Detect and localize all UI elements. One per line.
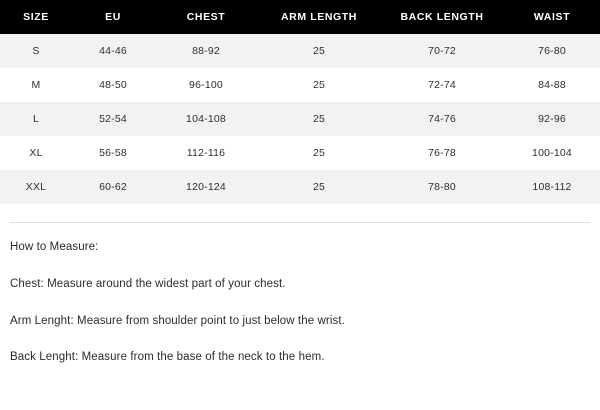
cell-chest: 104-108	[154, 102, 258, 136]
column-header-waist: WAIST	[504, 0, 600, 34]
cell-arm-length: 25	[258, 170, 380, 204]
cell-eu: 60-62	[72, 170, 154, 204]
cell-eu: 44-46	[72, 34, 154, 68]
cell-eu: 52-54	[72, 102, 154, 136]
how-to-measure-section	[0, 223, 600, 365]
cell-arm-length: 25	[258, 34, 380, 68]
cell-chest: 120-124	[154, 170, 258, 204]
cell-arm-length: 25	[258, 102, 380, 136]
table-body	[0, 34, 600, 204]
cell-back-length: 76-78	[380, 136, 504, 170]
table-row	[0, 102, 600, 136]
cell-size: XL	[0, 136, 72, 170]
column-header-size: SIZE	[0, 0, 72, 34]
cell-waist: 76-80	[504, 34, 600, 68]
cell-eu: 56-58	[72, 136, 154, 170]
cell-size: L	[0, 102, 72, 136]
cell-waist: 92-96	[504, 102, 600, 136]
table-row	[0, 68, 600, 102]
cell-waist: 108-112	[504, 170, 600, 204]
cell-eu: 48-50	[72, 68, 154, 102]
cell-chest: 112-116	[154, 136, 258, 170]
cell-back-length: 72-74	[380, 68, 504, 102]
cell-waist: 84-88	[504, 68, 600, 102]
column-header-chest: CHEST	[154, 0, 258, 34]
table-row	[0, 170, 600, 204]
cell-arm-length: 25	[258, 68, 380, 102]
cell-back-length: 74-76	[380, 102, 504, 136]
table-row	[0, 34, 600, 68]
table-header-row	[0, 0, 600, 34]
cell-arm-length: 25	[258, 136, 380, 170]
table-header	[0, 0, 600, 34]
cell-chest: 96-100	[154, 68, 258, 102]
how-to-measure-heading: How to Measure:	[10, 241, 99, 253]
table-row	[0, 136, 600, 170]
measure-note-arm-length: Arm Lenght: Measure from shoulder point to just below the wrist.	[10, 314, 345, 327]
column-header-eu: EU	[72, 0, 154, 34]
measure-note-chest: Chest: Measure around the widest part of your chest.	[10, 277, 286, 290]
cell-size: M	[0, 68, 72, 102]
cell-size: XXL	[0, 170, 72, 204]
cell-size: S	[0, 34, 72, 68]
measure-note-back-length: Back Lenght: Measure from the base of the neck to the hem.	[10, 351, 325, 364]
size-chart-table	[0, 0, 600, 204]
column-header-back-length: BACK LENGTH	[380, 0, 504, 34]
cell-back-length: 70-72	[380, 34, 504, 68]
cell-back-length: 78-80	[380, 170, 504, 204]
cell-waist: 100-104	[504, 136, 600, 170]
cell-chest: 88-92	[154, 34, 258, 68]
column-header-arm-length: ARM LENGTH	[258, 0, 380, 34]
